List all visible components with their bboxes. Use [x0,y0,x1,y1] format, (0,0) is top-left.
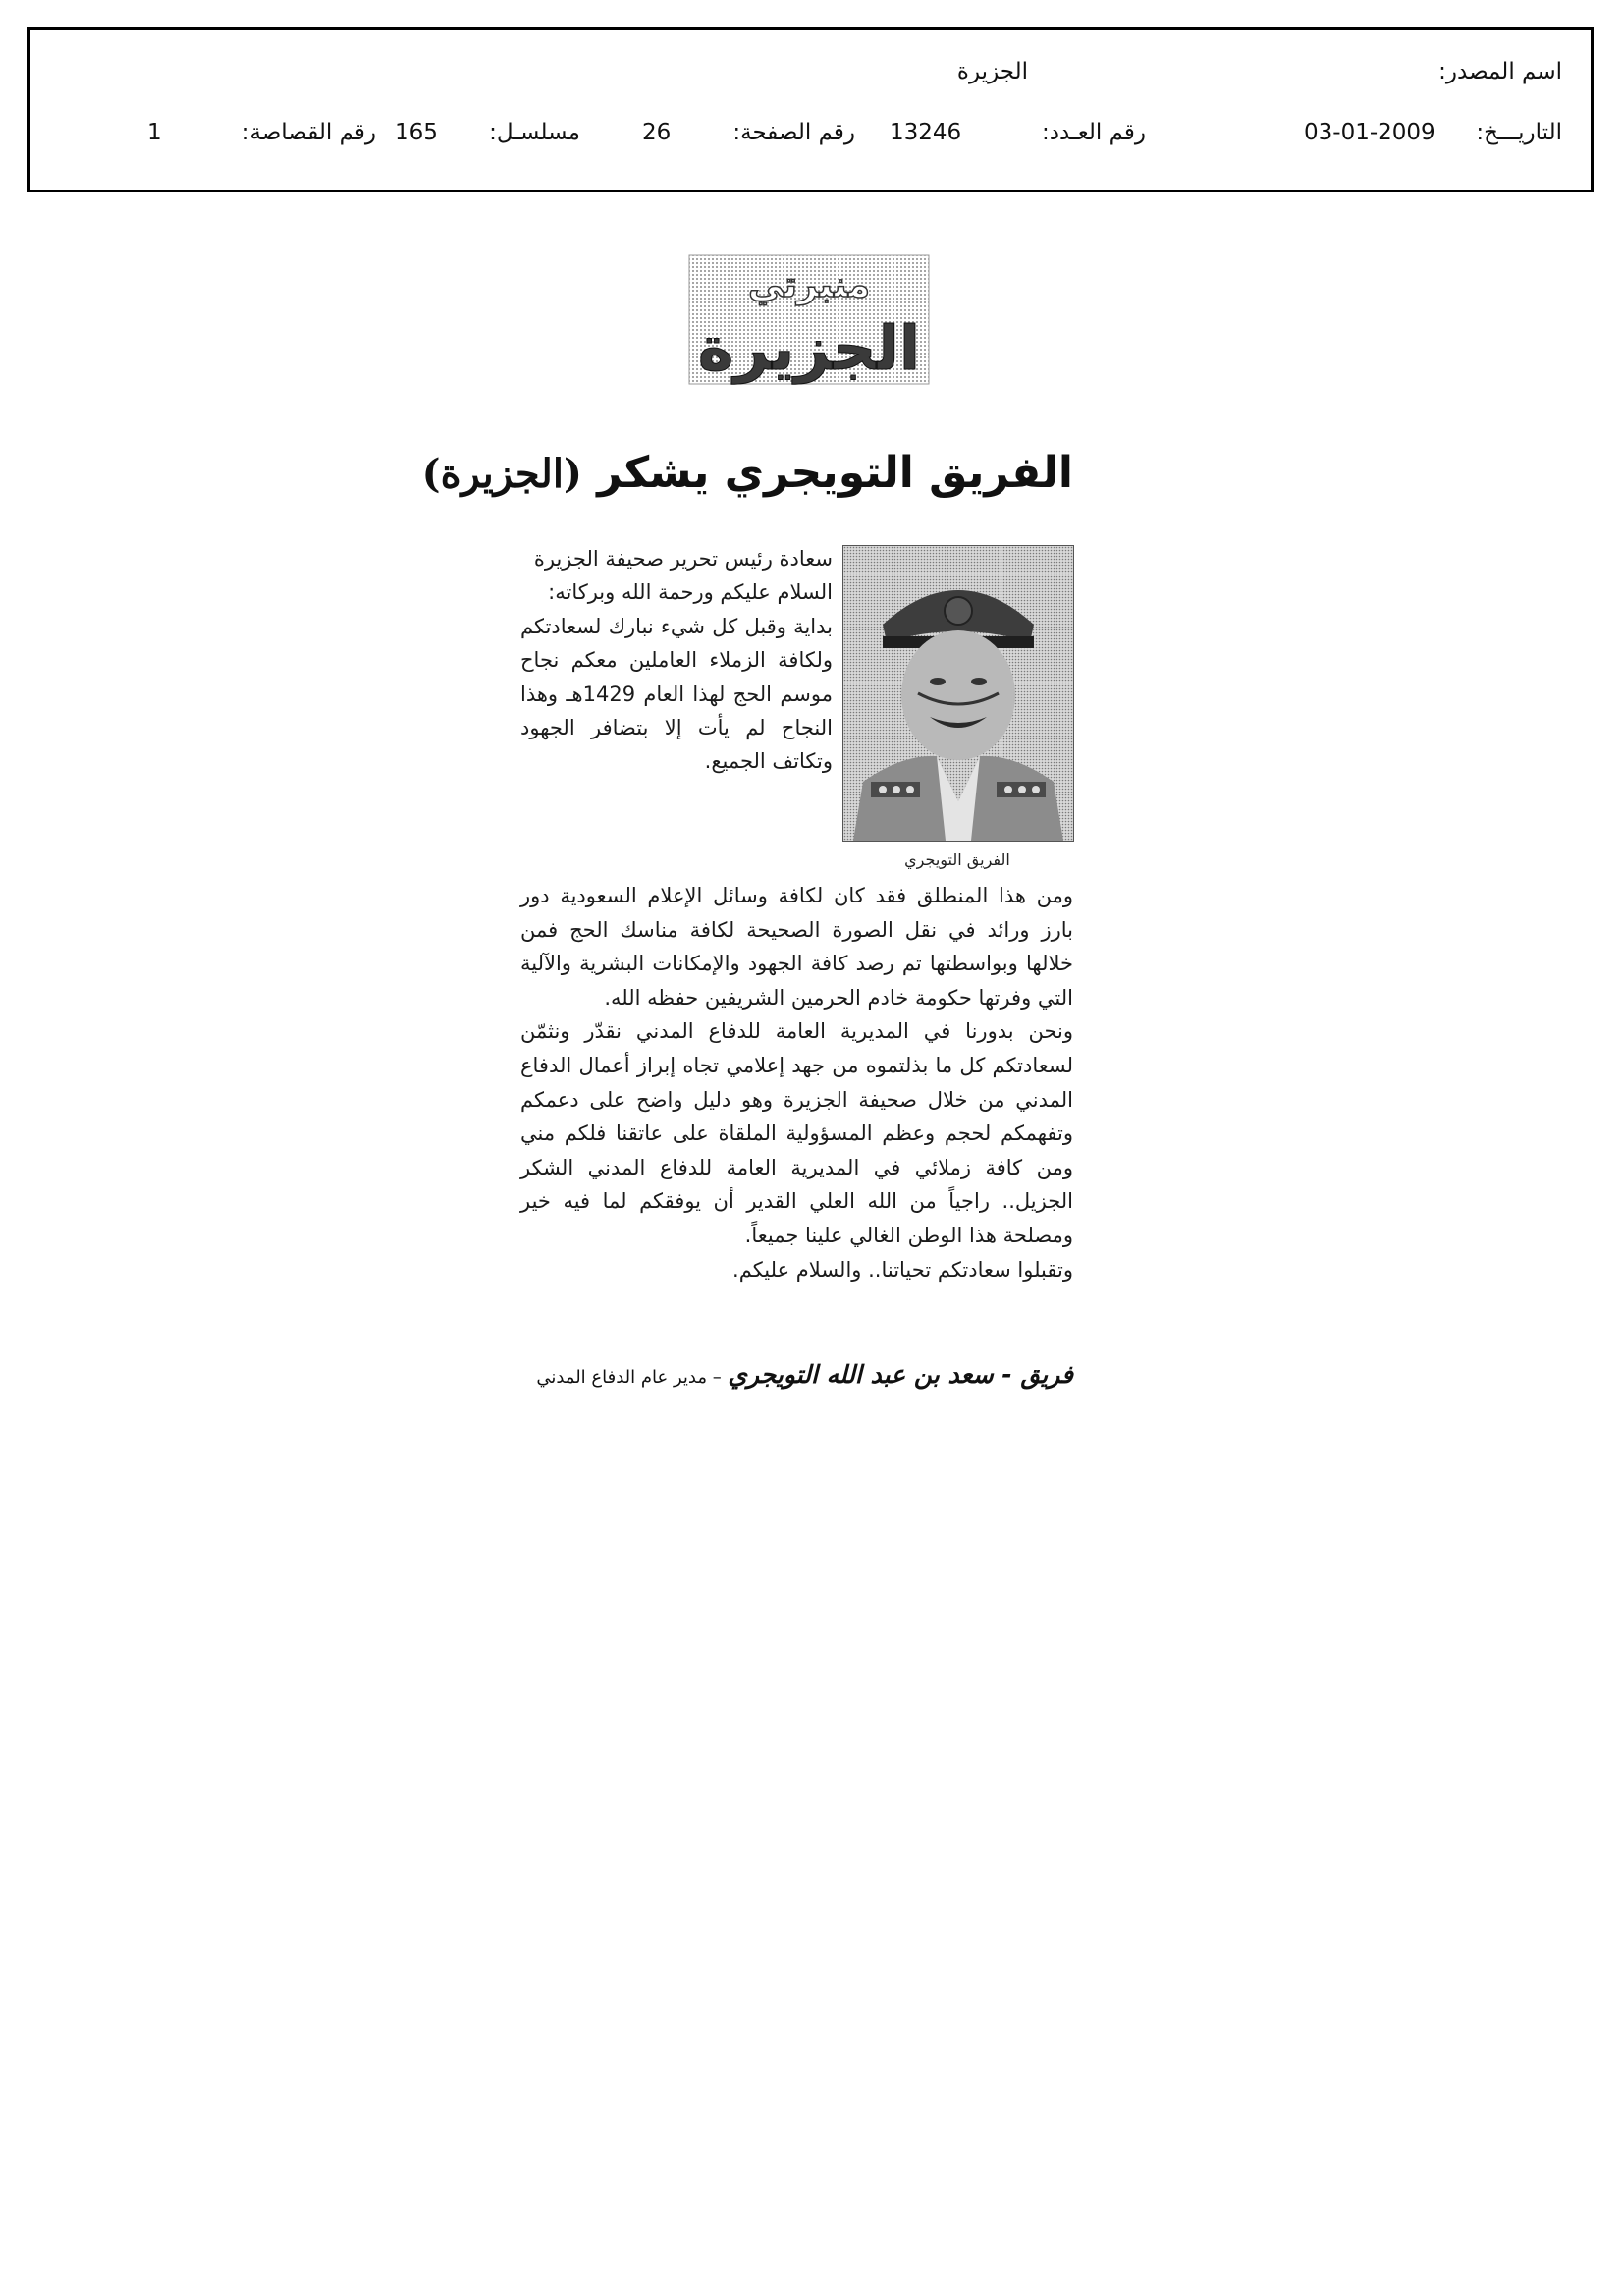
serial-value: 165 [395,120,438,145]
headline-brand: (الجزيرة) [421,451,582,497]
page-value: 26 [642,120,672,145]
intro-paragraph: السلام عليكم ورحمة الله وبركاته: [548,580,833,605]
article-body [520,879,1073,1286]
masthead-logo [687,253,931,386]
page-label: رقم الصفحة: [732,120,855,145]
date-label: التاريـــخ: [1476,120,1562,145]
masthead-line2: الجزيرة [697,312,921,384]
clipping-header [27,27,1594,192]
signature-title: – مدير عام الدفاع المدني [536,1367,722,1388]
masthead-line1: منبرتي [747,265,871,305]
photo-caption: الفريق التويجري [904,850,1010,869]
issue-value: 13246 [890,120,962,145]
signature-name: فريق - سعد بن عبد الله التويجري [728,1360,1073,1389]
portrait-photo [842,545,1074,842]
date-value: 03-01-2009 [1304,120,1435,145]
body-paragraph: وتقبلوا سعادتكم تحياتنا.. والسلام عليكم. [732,1257,1073,1282]
source-label: اسم المصدر: [1438,59,1562,84]
intro-paragraph: بداية وقبل كل شيء نبارك لسعادتكم ولكافة الزملاء العاملين معكم نجاح موسم الحج لهذا العام 1429هـ وهذا النجاح لم يأت إلا بتضافر الجهود وتكاتف الجميع. [520,614,833,774]
body-paragraph: ومن هذا المنطلق فقد كان لكافة وسائل الإعلام السعودية دور بارز ورائد في نقل الصورة الصحيحة لكافة مناسك الحج فمن خلالها وبواسطتها تم رصد كافة الجهود والإمكانات البشرية والآلية التي وفرتها حكومة خادم الحرمين الشريفين حفظه الله. [520,884,1073,1010]
article-intro [520,542,833,779]
issue-label: رقم العـدد: [1041,120,1146,145]
headline-text: الفريق التويجري يشكر [597,448,1073,498]
body-paragraph: ونحن بدورنا في المديرية العامة للدفاع المدني نقدّر ونثمّن لسعادتكم كل ما بذلتموه من جهد إعلامي تجاه إبراز أعمال الدفاع المدني من خلال صحيفة الجزيرة وهو دليل واضح على دعمكم وتفهمكم لحجم وعظم المسؤولية الملقاة على عاتقنا فلكم مني ومن كافة زملائي في المديرية العامة للدفاع المدني الشكر الجزيل.. راجياً من الله العلي القدير أن يوفقكم لما فيه خير ومصلحة هذا الوطن الغالي علينا جميعاً. [520,1019,1073,1247]
article-headline [422,448,1073,498]
serial-label: مسلسـل: [489,120,580,145]
clipping-label: رقم القصاصة: [242,120,376,145]
signature [536,1360,1073,1389]
intro-paragraph: سعادة رئيس تحرير صحيفة الجزيرة [533,547,833,571]
source-value: الجزيرة [956,59,1028,84]
clipping-value: 1 [147,120,162,145]
